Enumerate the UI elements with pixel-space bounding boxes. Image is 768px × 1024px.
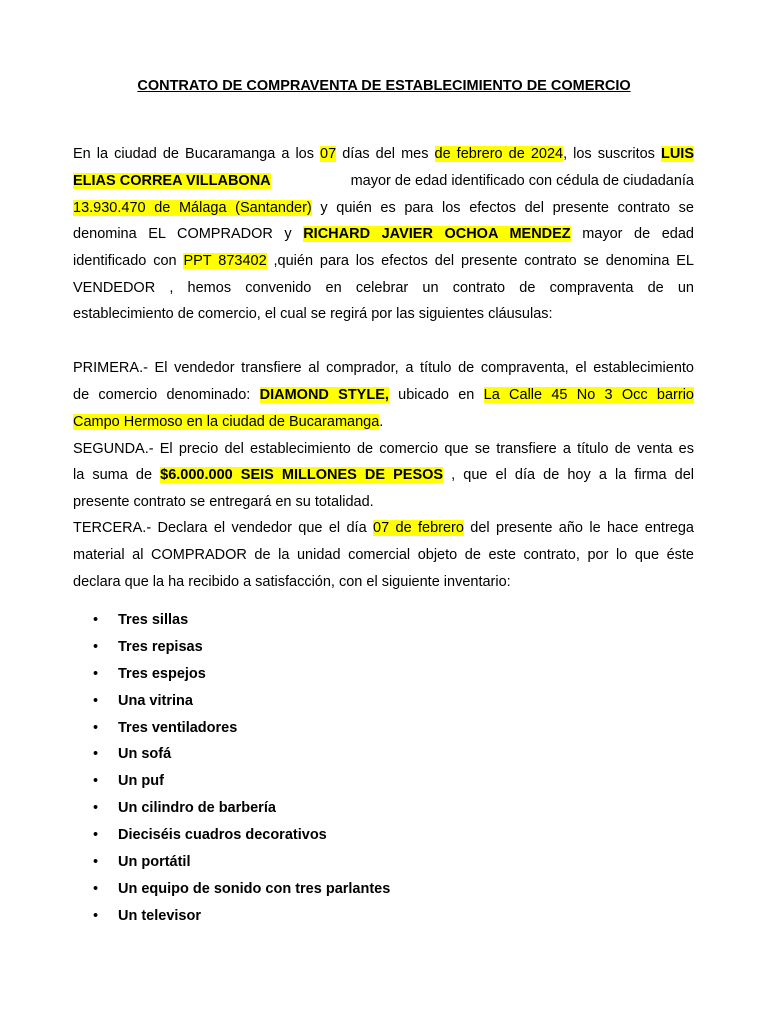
inventory-item — [73, 718, 390, 745]
bullet-icon: • — [93, 746, 99, 763]
clause-text: la suma de — [73, 467, 161, 483]
intro-line-5 — [73, 251, 694, 271]
buyer-name: LUIS — [660, 146, 694, 162]
inventory-item-label: Un portátil — [118, 854, 191, 871]
intro-line-6: VENDEDOR , hemos convenido en celebrar un contrato de compraventa de un — [73, 280, 694, 296]
inventory-item — [73, 771, 390, 798]
inventory-item — [73, 798, 390, 825]
bullet-icon: • — [93, 827, 99, 844]
business-address: La Calle 45 No 3 Occ barrio — [483, 387, 694, 403]
intro-line-1 — [73, 144, 694, 164]
bullet-icon: • — [93, 638, 99, 655]
inventory-item — [73, 906, 390, 933]
contract-month-year: de febrero de 2024 — [434, 146, 564, 162]
intro-text: denomina EL COMPRADOR y — [73, 226, 304, 242]
contract-title: CONTRATO DE COMPRAVENTA DE ESTABLECIMIENTO DE COMERCIO — [137, 78, 631, 94]
seller-id: PPT 873402 — [183, 253, 267, 269]
intro-text: ,quién para los efectos del presente contrato se denomina EL — [266, 253, 694, 269]
inventory-item — [73, 691, 390, 718]
inventory-item-label: Un puf — [118, 773, 164, 790]
clause-text: del presente año le hace entrega — [463, 520, 694, 536]
buyer-name: ELIAS CORREA VILLABONA — [73, 173, 271, 189]
inventory-item-label: Un televisor — [118, 907, 201, 924]
bullet-icon: • — [93, 612, 99, 628]
intro-text: mayor de edad identificado con cédula de ciudadanía — [350, 173, 694, 189]
intro-line-3 — [73, 198, 694, 218]
inventory-item-label: Dieciséis cuadros decorativos — [118, 827, 327, 844]
buyer-id: 13.930.470 de Málaga (Santander) — [73, 200, 312, 216]
inventory-item-label: Tres espejos — [118, 665, 206, 682]
inventory-list — [73, 610, 390, 933]
bullet-icon: • — [93, 773, 99, 790]
business-name: DIAMOND STYLE, — [259, 387, 389, 403]
intro-text: mayor de edad — [570, 226, 694, 242]
inventory-item-label: Un sofá — [118, 746, 172, 763]
intro-line-2 — [73, 171, 694, 191]
bullet-icon: • — [93, 719, 99, 736]
inventory-item — [73, 744, 390, 771]
clause-text: , que el día de hoy a la firma del — [443, 467, 694, 483]
intro-text: días del mes — [336, 146, 435, 162]
intro-text: En la ciudad de Bucaramanga a los — [73, 146, 321, 162]
clause-text: ubicado en — [388, 387, 484, 403]
intro-line-7: establecimiento de comercio, el cual se regirá por las siguientes cláusulas: — [73, 306, 553, 322]
clause-tercera-line-3: declara que la ha recibido a satisfacción, con el siguiente inventario: — [73, 574, 511, 590]
inventory-item-label: Un equipo de sonido con tres parlantes — [118, 880, 391, 897]
inventory-item-label: Tres ventiladores — [118, 719, 238, 736]
clause-segunda-line-2 — [73, 465, 694, 485]
inventory-item-label: Una vitrina — [118, 692, 193, 709]
bullet-icon: • — [93, 665, 99, 682]
clause-segunda-line-3: presente contrato se entregará en su totalidad. — [73, 494, 374, 510]
bullet-icon: • — [93, 907, 99, 924]
bullet-icon: • — [93, 854, 99, 871]
intro-text: identificado con — [73, 253, 184, 269]
inventory-item-label: Tres repisas — [118, 638, 203, 655]
clause-tercera-line-2: material al COMPRADOR de la unidad comercial objeto de este contrato, por lo que éste — [73, 547, 694, 563]
contract-day: 07 — [320, 146, 337, 162]
bullet-icon: • — [93, 800, 99, 817]
clause-text: de comercio denominado: — [73, 387, 260, 403]
clause-text: . — [379, 414, 384, 430]
inventory-item — [73, 637, 390, 664]
bullet-icon: • — [93, 692, 99, 709]
clause-segunda-line-1: SEGUNDA.- El precio del establecimiento de comercio que se transfiere a título de venta es — [73, 441, 694, 457]
clause-primera-line-2 — [73, 385, 694, 405]
inventory-item-label: Un cilindro de barbería — [118, 800, 276, 817]
seller-name: RICHARD JAVIER OCHOA MENDEZ — [303, 226, 571, 242]
inventory-item — [73, 825, 390, 852]
inventory-item — [73, 610, 390, 637]
clause-primera-line-1: PRIMERA.- El vendedor transfiere al comprador, a título de compraventa, el establecimiento — [73, 360, 694, 376]
inventory-item — [73, 852, 390, 879]
sale-price: $6.000.000 SEIS MILLONES DE PESOS — [160, 467, 444, 483]
clause-tercera-line-1 — [73, 518, 694, 538]
inventory-item — [73, 664, 390, 691]
intro-text: y quién es para los efectos del presente contrato se — [311, 200, 694, 216]
bullet-icon: • — [93, 880, 99, 897]
inventory-item-label: Tres sillas — [118, 612, 189, 628]
delivery-date: 07 de febrero — [373, 520, 464, 536]
inventory-item — [73, 879, 390, 906]
business-address: Campo Hermoso en la ciudad de Bucaramanga — [73, 414, 380, 430]
clause-primera-line-3 — [73, 412, 694, 432]
intro-line-4 — [73, 224, 694, 244]
intro-text: , los suscritos — [563, 146, 661, 162]
clause-text: TERCERA.- Declara el vendedor que el día — [73, 520, 374, 536]
